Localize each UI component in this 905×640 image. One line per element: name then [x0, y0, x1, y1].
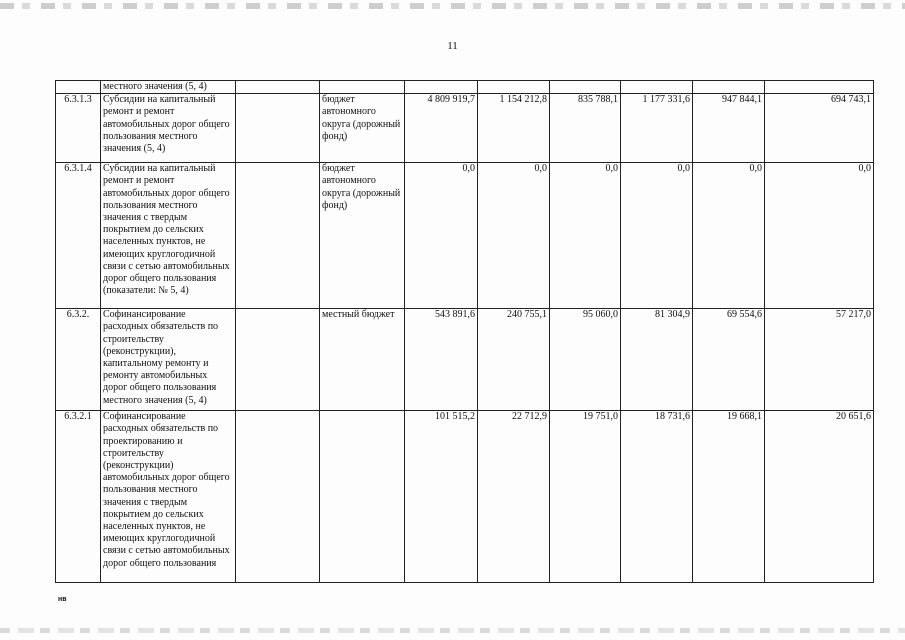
row-value: 20 651,6: [765, 411, 874, 583]
row-value: 19 668,1: [693, 411, 765, 583]
row-source: бюджет автономного округа (дорожный фонд): [320, 163, 405, 309]
table-row: [56, 309, 874, 411]
row-empty-cell: [236, 309, 320, 411]
row-value: 694 743,1: [765, 94, 874, 163]
table-row: [56, 94, 874, 163]
row-value: 95 060,0: [550, 309, 621, 411]
row-value: 947 844,1: [693, 94, 765, 163]
row-value: 4 809 919,7: [405, 94, 478, 163]
row-name: Софинансирование расходных обязательств по проектированию и строительству (реконструкции) автомобильных дорог общего пользования местного значения с твердым покрытием до сельских населенных пунктов, не имеющих круглогодичной связи с сетью автомобильных дорог общего пользования: [101, 411, 236, 583]
row-value: 69 554,6: [693, 309, 765, 411]
row-value: 0,0: [405, 163, 478, 309]
row-name: Субсидии на капитальный ремонт и ремонт автомобильных дорог общего пользования местного значения (5, 4): [101, 94, 236, 163]
row-empty-cell: [236, 411, 320, 583]
row-value: 81 304,9: [621, 309, 693, 411]
row-source: [320, 81, 405, 94]
scan-artifact-top: [0, 3, 905, 9]
row-empty-cell: [236, 81, 320, 94]
row-value: 1 154 212,8: [478, 94, 550, 163]
row-value: 240 755,1: [478, 309, 550, 411]
row-value: [693, 81, 765, 94]
row-value: 0,0: [621, 163, 693, 309]
row-code: 6.3.1.3: [56, 94, 101, 163]
row-value: 835 788,1: [550, 94, 621, 163]
row-empty-cell: [236, 94, 320, 163]
table-row: [56, 411, 874, 583]
row-source: бюджет автономного округа (дорожный фонд): [320, 94, 405, 163]
row-value: 101 515,2: [405, 411, 478, 583]
row-name: местного значения (5, 4): [101, 81, 236, 94]
table-row: [56, 163, 874, 309]
program-table: [55, 80, 874, 583]
row-empty-cell: [236, 163, 320, 309]
page-number: 11: [447, 40, 458, 52]
row-value: [550, 81, 621, 94]
row-value: [765, 81, 874, 94]
row-value: [478, 81, 550, 94]
row-source: местный бюджет: [320, 309, 405, 411]
table-row: [56, 81, 874, 94]
row-name: Субсидии на капитальный ремонт и ремонт автомобильных дорог общего пользования местного значения с твердым покрытием до сельских населенных пунктов, не имеющих круглогодичной связи с сетью автомобильных дорог общего пользования (показатели: № 5, 4): [101, 163, 236, 309]
row-value: [621, 81, 693, 94]
footer-mark: нв: [58, 596, 67, 603]
row-name: Софинансирование расходных обязательств по строительству (реконструкции), капитальному ремонту и ремонту автомобильных дорог общего пользования местного значения (5, 4): [101, 309, 236, 411]
row-value: 0,0: [550, 163, 621, 309]
row-value: 18 731,6: [621, 411, 693, 583]
row-value: 0,0: [765, 163, 874, 309]
row-value: 0,0: [693, 163, 765, 309]
row-value: 22 712,9: [478, 411, 550, 583]
row-code: 6.3.1.4: [56, 163, 101, 309]
row-value: 1 177 331,6: [621, 94, 693, 163]
row-value: 19 751,0: [550, 411, 621, 583]
row-value: 0,0: [478, 163, 550, 309]
row-value: 543 891,6: [405, 309, 478, 411]
row-source: [320, 411, 405, 583]
row-value: [405, 81, 478, 94]
row-value: 57 217,0: [765, 309, 874, 411]
row-code: 6.3.2.: [56, 309, 101, 411]
row-code: [56, 81, 101, 94]
scan-artifact-bottom: [0, 628, 905, 633]
row-code: 6.3.2.1: [56, 411, 101, 583]
